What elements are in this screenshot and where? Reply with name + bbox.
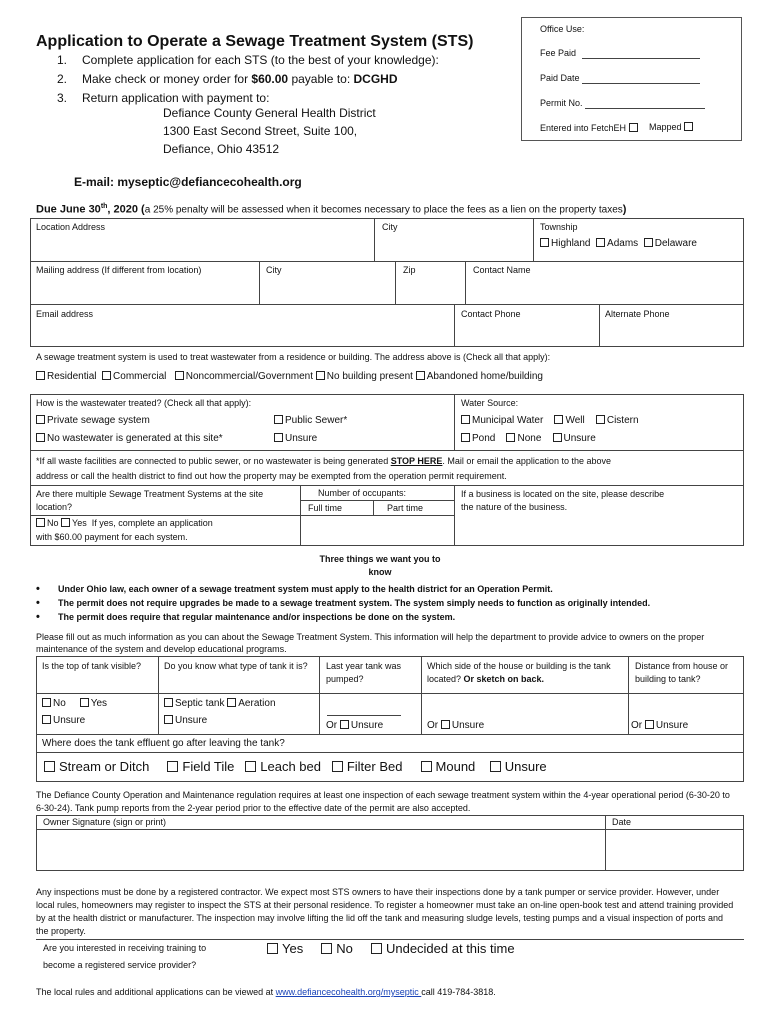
step-1: 1. Complete application for each STS (to the best of your knowledge): xyxy=(57,53,439,67)
ws-cistern[interactable]: Cistern xyxy=(596,415,639,426)
township-delaware[interactable]: Delaware xyxy=(644,238,697,249)
tank-visible-options xyxy=(42,697,107,710)
three-things-bullet-1: • Under Ohio law, each owner of a sewage treatment system must apply to the health district for an Operation Permit. xyxy=(34,582,754,596)
three-things-heading: Three things we want you to know xyxy=(319,554,441,577)
multiple-sts-question: Are there multiple Sewage Treatment Systems at the site location? xyxy=(36,489,264,512)
tank-visible-unsure[interactable]: Unsure xyxy=(42,714,85,727)
zip-field[interactable]: Zip xyxy=(403,265,416,275)
effluent-stream-ditch[interactable]: Stream or Ditch xyxy=(44,759,149,774)
training-question: Are you interested in receiving training to become a registered service provider? xyxy=(43,943,207,970)
fee-paid-label: Fee Paid xyxy=(540,48,577,58)
ww-public-sewer[interactable]: Public Sewer* xyxy=(274,414,347,427)
effluent-filter-bed[interactable]: Filter Bed xyxy=(332,759,403,774)
email-address-field[interactable]: Email address xyxy=(36,309,94,319)
step-3: 3. Return application with payment to: xyxy=(57,91,270,105)
multiple-no[interactable]: No xyxy=(36,518,59,528)
tank-visible-yes[interactable]: Yes xyxy=(80,698,107,709)
township-adams[interactable]: Adams xyxy=(596,238,638,249)
ws-unsure[interactable]: Unsure xyxy=(553,433,596,444)
return-address: Defiance County General Health District 1300 East Second Street, Suite 100, Defiance, Ohio 43512 xyxy=(163,106,376,156)
three-things-bullet-3: • The permit does require that regular maintenance and/or inspections be done on the system. xyxy=(34,610,754,624)
three-things-bullet-2: • The permit does not require upgrades be made to a sewage treatment system. The system simply needs to function as originally intended. xyxy=(34,596,754,610)
inspection-requirement: The Defiance County Operation and Maintenance regulation requires at least one inspection of each sewage treatment system within the 4-year operational period (6-30-20 to 6-30-24). Tank pump reports from the 2-year period prior to the effective date of the permit are also accepted. xyxy=(36,790,730,813)
contact-phone-field[interactable]: Contact Phone xyxy=(461,309,521,319)
ws-well[interactable]: Well xyxy=(554,415,584,426)
usage-commercial[interactable]: Commercial xyxy=(102,371,166,382)
business-description-field[interactable]: If a business is located on the site, please describe the nature of the business. xyxy=(461,489,665,512)
usage-residential[interactable]: Residential xyxy=(36,371,96,382)
tank-visible-no[interactable]: No xyxy=(42,698,66,709)
tank-pumped-year-line xyxy=(327,715,401,716)
tank-distance-unsure[interactable]: Or Unsure xyxy=(631,720,689,731)
ww-unsure[interactable]: Unsure xyxy=(274,432,317,445)
office-use-box xyxy=(521,17,742,141)
myseptic-link[interactable]: www.defiancecohealth.org/myseptic xyxy=(275,987,422,997)
mapped-checkbox xyxy=(684,122,693,131)
tank-distance-question: Distance from house or building to tank? xyxy=(635,661,729,684)
paid-date-line xyxy=(582,83,700,84)
training-no[interactable]: No xyxy=(321,941,353,956)
usage-abandoned[interactable]: Abandoned home/building xyxy=(416,371,543,382)
mapped: Mapped xyxy=(649,122,695,133)
ww-private[interactable]: Private sewage system xyxy=(36,414,150,427)
tank-type-septic[interactable]: Septic tank xyxy=(164,698,224,709)
three-things-list xyxy=(34,582,754,624)
training-undecided[interactable]: Undecided at this time xyxy=(371,941,515,956)
township-options xyxy=(540,237,697,250)
usage-question: A sewage treatment system is used to treat wastewater from a residence or building. The address above is (Check all that apply): xyxy=(36,352,551,362)
paid-date-label: Paid Date xyxy=(540,73,580,83)
effluent-field-tile[interactable]: Field Tile xyxy=(167,759,234,774)
tank-visible-question: Is the top of tank visible? xyxy=(42,661,142,671)
public-sewer-note: *If all waste facilities are connected to public sewer, or no wastewater is being generated STOP HERE. Mail or email the application to the above address or call the health district to find out how the property may be exempted from the operation permit requirement. xyxy=(36,456,611,481)
entered-checkbox xyxy=(629,123,638,132)
occupants-full-time[interactable]: Full time xyxy=(308,503,343,513)
tank-type-aeration[interactable]: Aeration xyxy=(227,698,275,709)
tank-side-question: Which side of the house or building is the tank located? Or sketch on back. xyxy=(427,661,611,684)
mailing-city-field[interactable]: City xyxy=(266,265,282,275)
ws-municipal[interactable]: Municipal Water xyxy=(461,415,543,426)
step-2: 2. Make check or money order for $60.00 payable to: DCGHD xyxy=(57,72,398,86)
effluent-leach-bed[interactable]: Leach bed xyxy=(245,759,321,774)
multiple-sts-answer: No Yes If yes, complete an application xyxy=(36,518,213,529)
township-label: Township xyxy=(540,222,578,232)
effluent-unsure[interactable]: Unsure xyxy=(490,759,547,774)
training-options xyxy=(267,941,515,956)
contractor-paragraph: Any inspections must be done by a registered contractor. We expect most STS owners to have their inspections done by a tank pumper or service provider. However, under local rules, homeowners may register to inspect the STS at their personal residence. To register a homeowner must take an on-line open-book test and attend training provided by at the health district or manufacturer. The inspection may involve lifting the lid off the tank and measuring sludge levels, testing pumps and a visual inspection of ports and the property. xyxy=(36,887,734,936)
fee-paid-line xyxy=(582,58,700,59)
tank-type-question: Do you know what type of tank it is? xyxy=(164,661,308,671)
wastewater-question: How is the wastewater treated? (Check all that apply): xyxy=(36,398,252,408)
water-source-row2 xyxy=(461,432,596,445)
entered-fetcheh: Entered into FetchEH xyxy=(540,123,640,134)
tank-pumped-question: Last year tank was pumped? xyxy=(326,661,402,684)
due-date-line: Due June 30th, 2020 (a 25% penalty will be assessed when it becomes necessary to place the fees as a lien on the property taxes) xyxy=(36,203,627,216)
usage-noncommercial[interactable]: Noncommercial/Government xyxy=(175,371,313,382)
permit-no-line xyxy=(585,108,705,109)
tank-type-unsure[interactable]: Unsure xyxy=(164,714,207,727)
location-city-field[interactable]: City xyxy=(382,222,398,232)
office-use-title: Office Use: xyxy=(540,24,585,34)
occupants-part-time[interactable]: Part time xyxy=(387,503,424,513)
effluent-mound[interactable]: Mound xyxy=(421,759,476,774)
ws-none[interactable]: None xyxy=(506,433,541,444)
mailing-address-field[interactable]: Mailing address (If different from location) xyxy=(36,265,202,275)
usage-no-building[interactable]: No building present xyxy=(316,371,413,382)
contact-name-field[interactable]: Contact Name xyxy=(473,265,531,275)
location-address-field[interactable]: Location Address xyxy=(36,222,106,232)
rules-line: The local rules and additional applications can be viewed at www.defiancecohealth.org/myseptic call 419-784-3818. xyxy=(36,987,496,997)
alternate-phone-field[interactable]: Alternate Phone xyxy=(605,309,670,319)
ww-none[interactable]: No wastewater is generated at this site* xyxy=(36,432,223,445)
ws-pond[interactable]: Pond xyxy=(461,433,495,444)
usage-options xyxy=(36,370,543,383)
tank-pumped-unsure[interactable]: Or Unsure xyxy=(326,720,384,731)
permit-no-label: Permit No. xyxy=(540,98,583,108)
multiple-yes[interactable]: Yes xyxy=(61,518,87,528)
multiple-sts-note: with $60.00 payment for each system. xyxy=(36,532,188,542)
signature-date-field[interactable]: Date xyxy=(612,817,632,827)
tank-type-options xyxy=(164,697,276,710)
page-title: Application to Operate a Sewage Treatment System (STS) xyxy=(36,33,474,50)
occupants-label: Number of occupants: xyxy=(318,488,407,498)
township-highland[interactable]: Highland xyxy=(540,238,590,249)
effluent-options xyxy=(44,759,547,774)
tank-side-unsure[interactable]: Or Unsure xyxy=(427,720,485,731)
email-line: E-mail: myseptic@defiancecohealth.org xyxy=(74,175,302,189)
owner-signature-field[interactable]: Owner Signature (sign or print) xyxy=(43,817,167,827)
water-source-row1 xyxy=(461,414,639,427)
effluent-question: Where does the tank effluent go after leaving the tank? xyxy=(42,738,285,749)
sts-intro-paragraph: Please fill out as much information as you can about the Sewage Treatment System. This information will help the department to provide advice to owners on the proper maintenance of the system and develop educational programs. xyxy=(36,632,705,654)
training-yes[interactable]: Yes xyxy=(267,941,303,956)
instructions-list xyxy=(36,53,476,110)
water-source-label: Water Source: xyxy=(461,398,519,408)
